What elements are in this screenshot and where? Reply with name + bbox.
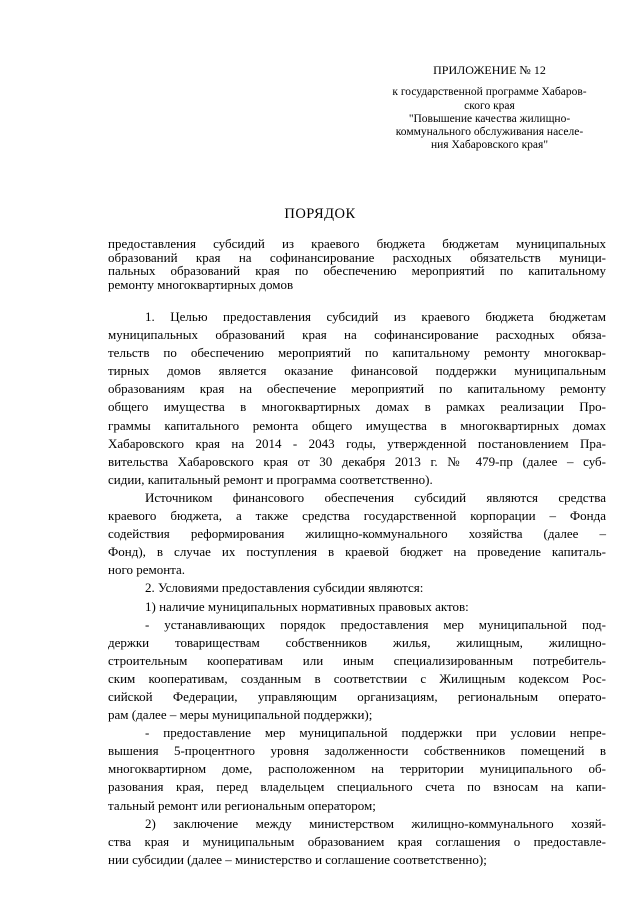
appendix-line: коммунального обслуживания населе- bbox=[395, 126, 584, 139]
appendix-line: ния Хабаровского края" bbox=[430, 139, 549, 152]
subtitle-line: пальных образований края по обеспечению мероприятий по капитальному bbox=[108, 263, 606, 279]
body-line: ским кооперативам, созданным в соответствии с Жилищным кодексом Рос- bbox=[108, 670, 606, 686]
subtitle-line: предоставления субсидий из краевого бюджета бюджетам муниципальных bbox=[108, 236, 606, 251]
body-line: многоквартирном доме, расположенном на территории муниципального об- bbox=[108, 761, 606, 777]
body-line: строительным кооперативам или иным специализированным потребитель- bbox=[108, 652, 606, 668]
document-body bbox=[108, 308, 606, 869]
body-line: сидии, капитальный ремонт и программа соответственно). bbox=[108, 471, 433, 487]
appendix-line: "Повышение качества жилищно- bbox=[408, 112, 571, 125]
appendix-line: к государственной программе Хабаров- bbox=[392, 86, 587, 99]
body-line: ства края и муниципальным образованием края соглашения о предоставле- bbox=[108, 833, 606, 849]
body-line: муниципальных образований края на софинансирование расходных обяза- bbox=[108, 327, 606, 343]
body-line: вительства Хабаровского края от 30 декабря 2013 г. № 479-пр (далее – суб- bbox=[108, 453, 606, 469]
appendix-block bbox=[382, 64, 597, 153]
body-line: сийской Федерации, управляющим организациям, региональным операто- bbox=[108, 688, 606, 704]
body-line: Фонд), в случае их поступления в краевой бюджет на проведение капиталь- bbox=[108, 544, 606, 560]
document-subtitle bbox=[108, 237, 606, 291]
subtitle-line: образований края на софинансирование расходных обязательств муници- bbox=[108, 249, 606, 265]
body-line: 2) заключение между министерством жилищно-коммунального хозяй- bbox=[145, 815, 606, 831]
body-line: держки товариществам собственников жилья, жилищным, жилищно- bbox=[108, 634, 606, 650]
body-line: Источником финансового обеспечения субсидий являются средства bbox=[145, 489, 606, 505]
body-line: разования края, перед владельцем специального счета по взносам на капи- bbox=[108, 779, 606, 795]
body-line: общего имущества в многоквартирных домах в рамках реализации Про- bbox=[108, 399, 606, 415]
subtitle-line: ремонту многоквартирных домов bbox=[108, 276, 294, 292]
appendix-line: ского края bbox=[464, 99, 515, 112]
body-line: содействия реформирования жилищно-коммунального хозяйства (далее – bbox=[108, 526, 606, 542]
body-line: рам (далее – меры муниципальной поддержки); bbox=[108, 707, 373, 723]
body-line: тельств по обеспечению мероприятий по капитальному ремонту многоквар- bbox=[108, 345, 606, 361]
body-line: 1. Целью предоставления субсидий из краевого бюджета бюджетам bbox=[145, 309, 606, 324]
document-title: ПОРЯДОК bbox=[284, 206, 356, 222]
body-line: краевого бюджета, а также средства государственной корпорации – Фонда bbox=[108, 508, 606, 524]
body-line: 2. Условиями предоставления субсидии являются: bbox=[145, 580, 424, 596]
body-line: вышения 5-процентного уровня задолженности собственников помещений в bbox=[108, 743, 606, 759]
body-line: - предоставление мер муниципальной поддержки при условии непре- bbox=[145, 725, 606, 741]
body-line: образованиям края на обеспечение мероприятий по капитальному ремонту bbox=[108, 381, 606, 397]
body-line: ного ремонта. bbox=[108, 562, 186, 578]
body-line: граммы капитального ремонта общего имущества в многоквартирных домах bbox=[108, 417, 606, 433]
body-line: тальный ремонт или региональным оператором; bbox=[108, 797, 376, 813]
body-line: тирных домов является оказание финансовой поддержки муниципальным bbox=[108, 363, 606, 379]
body-line: нии субсидии (далее – министерство и соглашение соответственно); bbox=[108, 851, 487, 867]
body-line: 1) наличие муниципальных нормативных правовых актов: bbox=[145, 598, 469, 614]
body-line: Хабаровского края на 2014 - 2043 годы, утвержденной постановлением Пра- bbox=[108, 435, 606, 451]
body-line: - устанавливающих порядок предоставления мер муниципальной под- bbox=[145, 616, 606, 632]
appendix-title: ПРИЛОЖЕНИЕ № 12 bbox=[433, 63, 546, 77]
